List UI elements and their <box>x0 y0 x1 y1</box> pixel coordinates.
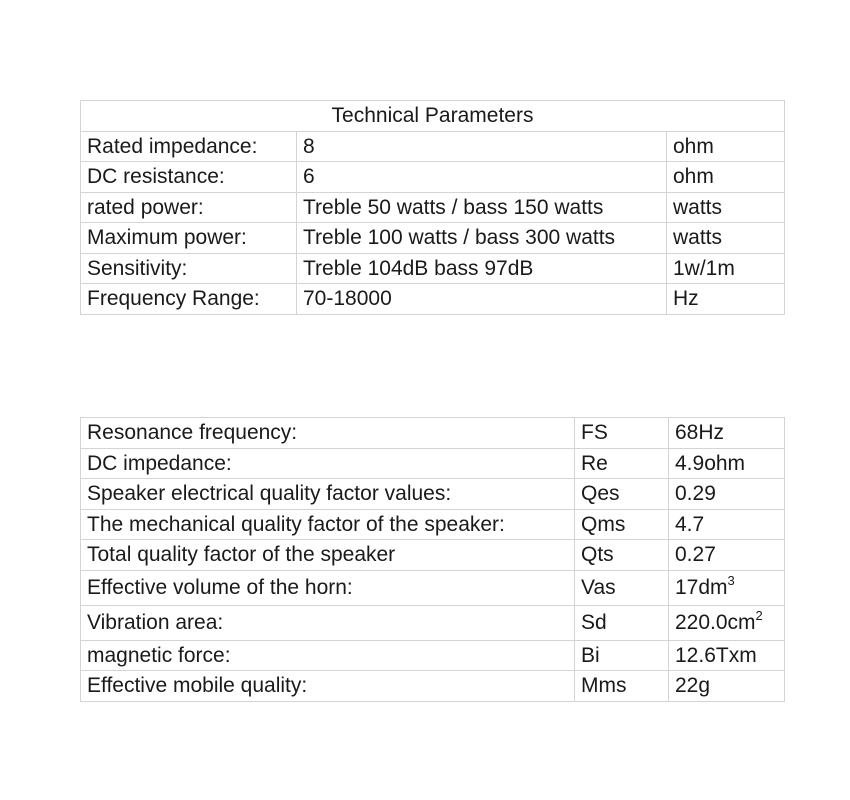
ts-symbol: Sd <box>575 605 669 640</box>
param-label: Maximum power: <box>81 223 297 254</box>
ts-value: 0.29 <box>669 479 785 510</box>
table-title-row <box>81 101 785 132</box>
param-value: 6 <box>297 162 667 193</box>
ts-label: Resonance frequency: <box>81 418 575 449</box>
ts-value-exponent: 2 <box>755 608 763 623</box>
param-label: DC resistance: <box>81 162 297 193</box>
param-value: 70-18000 <box>297 284 667 315</box>
ts-label: Total quality factor of the speaker <box>81 540 575 571</box>
param-unit: watts <box>667 192 785 223</box>
ts-value: 68Hz <box>669 418 785 449</box>
param-unit: ohm <box>667 131 785 162</box>
table-row <box>81 540 785 571</box>
table-row <box>81 479 785 510</box>
param-label: Sensitivity: <box>81 253 297 284</box>
ts-symbol: Qes <box>575 479 669 510</box>
param-unit: watts <box>667 223 785 254</box>
param-value: Treble 50 watts / bass 150 watts <box>297 192 667 223</box>
param-value: Treble 100 watts / bass 300 watts <box>297 223 667 254</box>
ts-value-base: 220.0cm <box>675 611 756 634</box>
ts-label: Speaker electrical quality factor values: <box>81 479 575 510</box>
ts-value-exponent: 3 <box>727 573 735 588</box>
technical-parameters-table <box>80 100 785 315</box>
ts-value-base: 17dm <box>675 576 728 599</box>
table-row <box>81 671 785 702</box>
table-title: Technical Parameters <box>81 101 785 132</box>
param-unit: 1w/1m <box>667 253 785 284</box>
param-label: Frequency Range: <box>81 284 297 315</box>
ts-symbol: Vas <box>575 570 669 605</box>
table-row <box>81 253 785 284</box>
table-row <box>81 448 785 479</box>
ts-label: The mechanical quality factor of the speaker: <box>81 509 575 540</box>
ts-symbol: Qts <box>575 540 669 571</box>
ts-symbol: Qms <box>575 509 669 540</box>
ts-value: 4.7 <box>669 509 785 540</box>
table-row <box>81 223 785 254</box>
ts-value <box>669 605 785 640</box>
param-value: 8 <box>297 131 667 162</box>
ts-label: Effective mobile quality: <box>81 671 575 702</box>
ts-parameters-table <box>80 417 785 702</box>
ts-value: 22g <box>669 671 785 702</box>
table-row <box>81 418 785 449</box>
table-row <box>81 605 785 640</box>
ts-label: Effective volume of the horn: <box>81 570 575 605</box>
table-row <box>81 509 785 540</box>
table-row <box>81 192 785 223</box>
param-label: rated power: <box>81 192 297 223</box>
ts-symbol: Bi <box>575 640 669 671</box>
ts-label: magnetic force: <box>81 640 575 671</box>
table-row <box>81 131 785 162</box>
ts-label: Vibration area: <box>81 605 575 640</box>
param-value: Treble 104dB bass 97dB <box>297 253 667 284</box>
ts-value <box>669 570 785 605</box>
ts-value: 0.27 <box>669 540 785 571</box>
table-row <box>81 284 785 315</box>
ts-value: 12.6Txm <box>669 640 785 671</box>
ts-value: 4.9ohm <box>669 448 785 479</box>
param-unit: ohm <box>667 162 785 193</box>
table-row <box>81 162 785 193</box>
param-label: Rated impedance: <box>81 131 297 162</box>
param-unit: Hz <box>667 284 785 315</box>
table-row <box>81 640 785 671</box>
ts-symbol: Re <box>575 448 669 479</box>
table-row <box>81 570 785 605</box>
ts-label: DC impedance: <box>81 448 575 479</box>
ts-symbol: Mms <box>575 671 669 702</box>
ts-symbol: FS <box>575 418 669 449</box>
